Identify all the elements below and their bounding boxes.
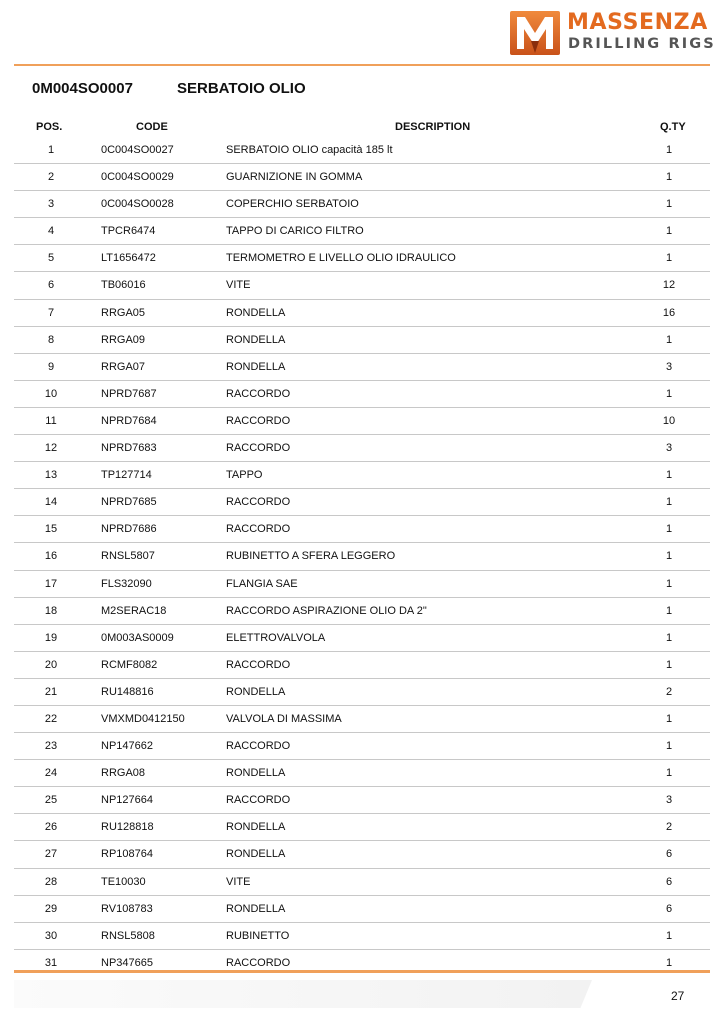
- row-code: RP108764: [101, 848, 153, 861]
- row-pos: 30: [44, 929, 58, 942]
- row-code: TPCR6474: [101, 225, 156, 238]
- footer-band: [14, 980, 592, 1008]
- row-description: RACCORDO: [226, 387, 291, 400]
- row-qty: 1: [665, 225, 673, 238]
- row-description: TERMOMETRO E LIVELLO OLIO IDRAULICO: [226, 252, 456, 265]
- parts-table: [14, 137, 710, 977]
- table-row: [14, 896, 710, 923]
- row-qty: 1: [665, 171, 673, 184]
- page-number: 27: [671, 989, 685, 1003]
- table-row: [14, 625, 710, 652]
- row-qty: 6: [665, 902, 673, 915]
- row-pos: 31: [44, 956, 58, 969]
- row-code: RU128818: [101, 821, 154, 834]
- row-qty: 1: [665, 604, 673, 617]
- table-row: [14, 543, 710, 570]
- row-pos: 7: [47, 306, 55, 319]
- row-qty: 1: [665, 929, 673, 942]
- row-code: NPRD7684: [101, 414, 157, 427]
- row-pos: 18: [44, 604, 58, 617]
- column-header-pos: POS.: [36, 121, 63, 133]
- row-description: RACCORDO: [226, 740, 291, 753]
- row-code: 0M003AS0009: [101, 631, 174, 644]
- row-description: RONDELLA: [226, 360, 286, 373]
- table-row: [14, 733, 710, 760]
- row-qty: 1: [665, 144, 673, 156]
- row-code: NP127664: [101, 794, 153, 807]
- row-description: FLANGIA SAE: [226, 577, 298, 590]
- row-qty: 1: [665, 712, 673, 725]
- row-description: ELETTROVALVOLA: [226, 631, 326, 644]
- table-row: [14, 489, 710, 516]
- table-row: [14, 137, 710, 164]
- row-pos: 20: [44, 658, 58, 671]
- table-row: [14, 760, 710, 787]
- row-description: RACCORDO: [226, 794, 291, 807]
- row-qty: 1: [665, 577, 673, 590]
- row-pos: 5: [47, 252, 55, 265]
- row-qty: 3: [665, 794, 673, 807]
- row-description: RONDELLA: [226, 767, 286, 780]
- row-code: NP347665: [101, 956, 153, 969]
- row-code: NPRD7683: [101, 442, 157, 455]
- table-row: [14, 571, 710, 598]
- row-qty: 1: [665, 333, 673, 346]
- row-code: RV108783: [101, 902, 153, 915]
- column-header-qty: Q.TY: [660, 121, 686, 133]
- row-pos: 6: [47, 279, 55, 292]
- row-pos: 1: [47, 144, 55, 156]
- row-qty: 1: [665, 658, 673, 671]
- row-code: RRGA09: [101, 333, 146, 346]
- footer-divider: [14, 970, 710, 973]
- row-description: RUBINETTO: [226, 929, 290, 942]
- row-pos: 9: [47, 360, 55, 373]
- row-qty: 2: [665, 821, 673, 834]
- row-qty: 3: [665, 442, 673, 455]
- row-qty: 1: [665, 631, 673, 644]
- row-pos: 4: [47, 225, 55, 238]
- row-description: RUBINETTO A SFERA LEGGERO: [226, 550, 396, 563]
- table-row: [14, 408, 710, 435]
- row-qty: 1: [665, 956, 673, 969]
- row-code: VMXMD0412150: [101, 712, 185, 725]
- row-description: RONDELLA: [226, 821, 286, 834]
- table-row: [14, 191, 710, 218]
- row-code: RCMF8082: [101, 658, 158, 671]
- table-row: [14, 869, 710, 896]
- row-pos: 24: [44, 767, 58, 780]
- row-description: RACCORDO: [226, 658, 291, 671]
- row-description: RONDELLA: [226, 306, 286, 319]
- row-description: SERBATOIO OLIO capacità 185 lt: [226, 144, 393, 156]
- row-pos: 25: [44, 794, 58, 807]
- row-pos: 8: [47, 333, 55, 346]
- row-qty: 1: [665, 387, 673, 400]
- row-code: LT1656472: [101, 252, 156, 265]
- row-pos: 23: [44, 740, 58, 753]
- row-code: NP147662: [101, 740, 153, 753]
- table-row: [14, 679, 710, 706]
- row-description: TAPPO DI CARICO FILTRO: [226, 225, 364, 238]
- row-qty: 1: [665, 198, 673, 211]
- row-code: NPRD7687: [101, 387, 157, 400]
- row-pos: 15: [44, 523, 58, 536]
- document-code: 0M004SO0007: [32, 80, 133, 97]
- row-code: RNSL5807: [101, 550, 155, 563]
- row-qty: 1: [665, 252, 673, 265]
- table-row: [14, 164, 710, 191]
- row-pos: 27: [44, 848, 58, 861]
- row-pos: 29: [44, 902, 58, 915]
- row-pos: 22: [44, 712, 58, 725]
- row-description: RACCORDO: [226, 956, 291, 969]
- row-description: RACCORDO: [226, 442, 291, 455]
- row-qty: 10: [662, 414, 676, 427]
- row-description: VITE: [226, 279, 251, 292]
- row-code: 0C004SO0029: [101, 171, 174, 184]
- row-pos: 26: [44, 821, 58, 834]
- row-pos: 14: [44, 496, 58, 509]
- row-pos: 2: [47, 171, 55, 184]
- massenza-logo-icon: [510, 11, 560, 55]
- table-row: [14, 272, 710, 299]
- row-code: RRGA07: [101, 360, 146, 373]
- row-pos: 10: [44, 387, 58, 400]
- row-qty: 16: [662, 306, 676, 319]
- row-code: FLS32090: [101, 577, 152, 590]
- brand-name: MASSENZA: [567, 10, 708, 35]
- table-row: [14, 516, 710, 543]
- table-row: [14, 598, 710, 625]
- row-code: M2SERAC18: [101, 604, 167, 617]
- row-qty: 1: [665, 550, 673, 563]
- row-code: RU148816: [101, 685, 154, 698]
- row-pos: 28: [44, 875, 58, 888]
- table-row: [14, 652, 710, 679]
- row-pos: 3: [47, 198, 55, 211]
- table-row: [14, 245, 710, 272]
- row-qty: 3: [665, 360, 673, 373]
- row-code: RRGA08: [101, 767, 146, 780]
- row-qty: 1: [665, 767, 673, 780]
- row-pos: 17: [44, 577, 58, 590]
- row-pos: 12: [44, 442, 58, 455]
- row-qty: 1: [665, 469, 673, 482]
- row-qty: 1: [665, 740, 673, 753]
- table-row: [14, 327, 710, 354]
- row-code: TE10030: [101, 875, 146, 888]
- table-row: [14, 218, 710, 245]
- table-row: [14, 706, 710, 733]
- row-code: RNSL5808: [101, 929, 155, 942]
- row-description: RACCORDO: [226, 414, 291, 427]
- column-header-description: DESCRIPTION: [395, 121, 471, 133]
- row-qty: 1: [665, 496, 673, 509]
- row-description: RACCORDO: [226, 523, 291, 536]
- header-divider: [14, 64, 710, 66]
- row-description: VALVOLA DI MASSIMA: [226, 712, 342, 725]
- row-description: RONDELLA: [226, 848, 286, 861]
- brand-tagline: DRILLING RIGS: [568, 36, 716, 52]
- table-row: [14, 814, 710, 841]
- row-pos: 13: [44, 469, 58, 482]
- table-row: [14, 841, 710, 868]
- row-description: RACCORDO ASPIRAZIONE OLIO DA 2": [226, 604, 427, 617]
- row-qty: 6: [665, 848, 673, 861]
- row-qty: 6: [665, 875, 673, 888]
- row-code: NPRD7686: [101, 523, 157, 536]
- row-description: COPERCHIO SERBATOIO: [226, 198, 359, 211]
- row-pos: 11: [45, 414, 57, 427]
- row-qty: 12: [662, 279, 676, 292]
- table-row: [14, 462, 710, 489]
- table-row: [14, 923, 710, 950]
- row-qty: 2: [665, 685, 673, 698]
- table-row: [14, 435, 710, 462]
- table-row: [14, 300, 710, 327]
- row-code: 0C004SO0027: [101, 144, 174, 156]
- row-pos: 16: [44, 550, 58, 563]
- column-header-code: CODE: [136, 121, 168, 133]
- document-title: SERBATOIO OLIO: [177, 80, 306, 97]
- row-description: TAPPO: [226, 469, 263, 482]
- row-code: NPRD7685: [101, 496, 157, 509]
- table-row: [14, 787, 710, 814]
- row-code: RRGA05: [101, 306, 146, 319]
- row-description: RONDELLA: [226, 333, 286, 346]
- row-qty: 1: [665, 523, 673, 536]
- row-description: VITE: [226, 875, 251, 888]
- row-description: RACCORDO: [226, 496, 291, 509]
- row-code: TB06016: [101, 279, 146, 292]
- table-row: [14, 381, 710, 408]
- row-description: RONDELLA: [226, 685, 286, 698]
- row-description: RONDELLA: [226, 902, 286, 915]
- table-row: [14, 354, 710, 381]
- row-pos: 19: [44, 631, 58, 644]
- row-code: 0C004SO0028: [101, 198, 174, 211]
- row-description: GUARNIZIONE IN GOMMA: [226, 171, 363, 184]
- brand-logo: [510, 10, 716, 55]
- row-pos: 21: [44, 685, 58, 698]
- row-code: TP127714: [101, 469, 152, 482]
